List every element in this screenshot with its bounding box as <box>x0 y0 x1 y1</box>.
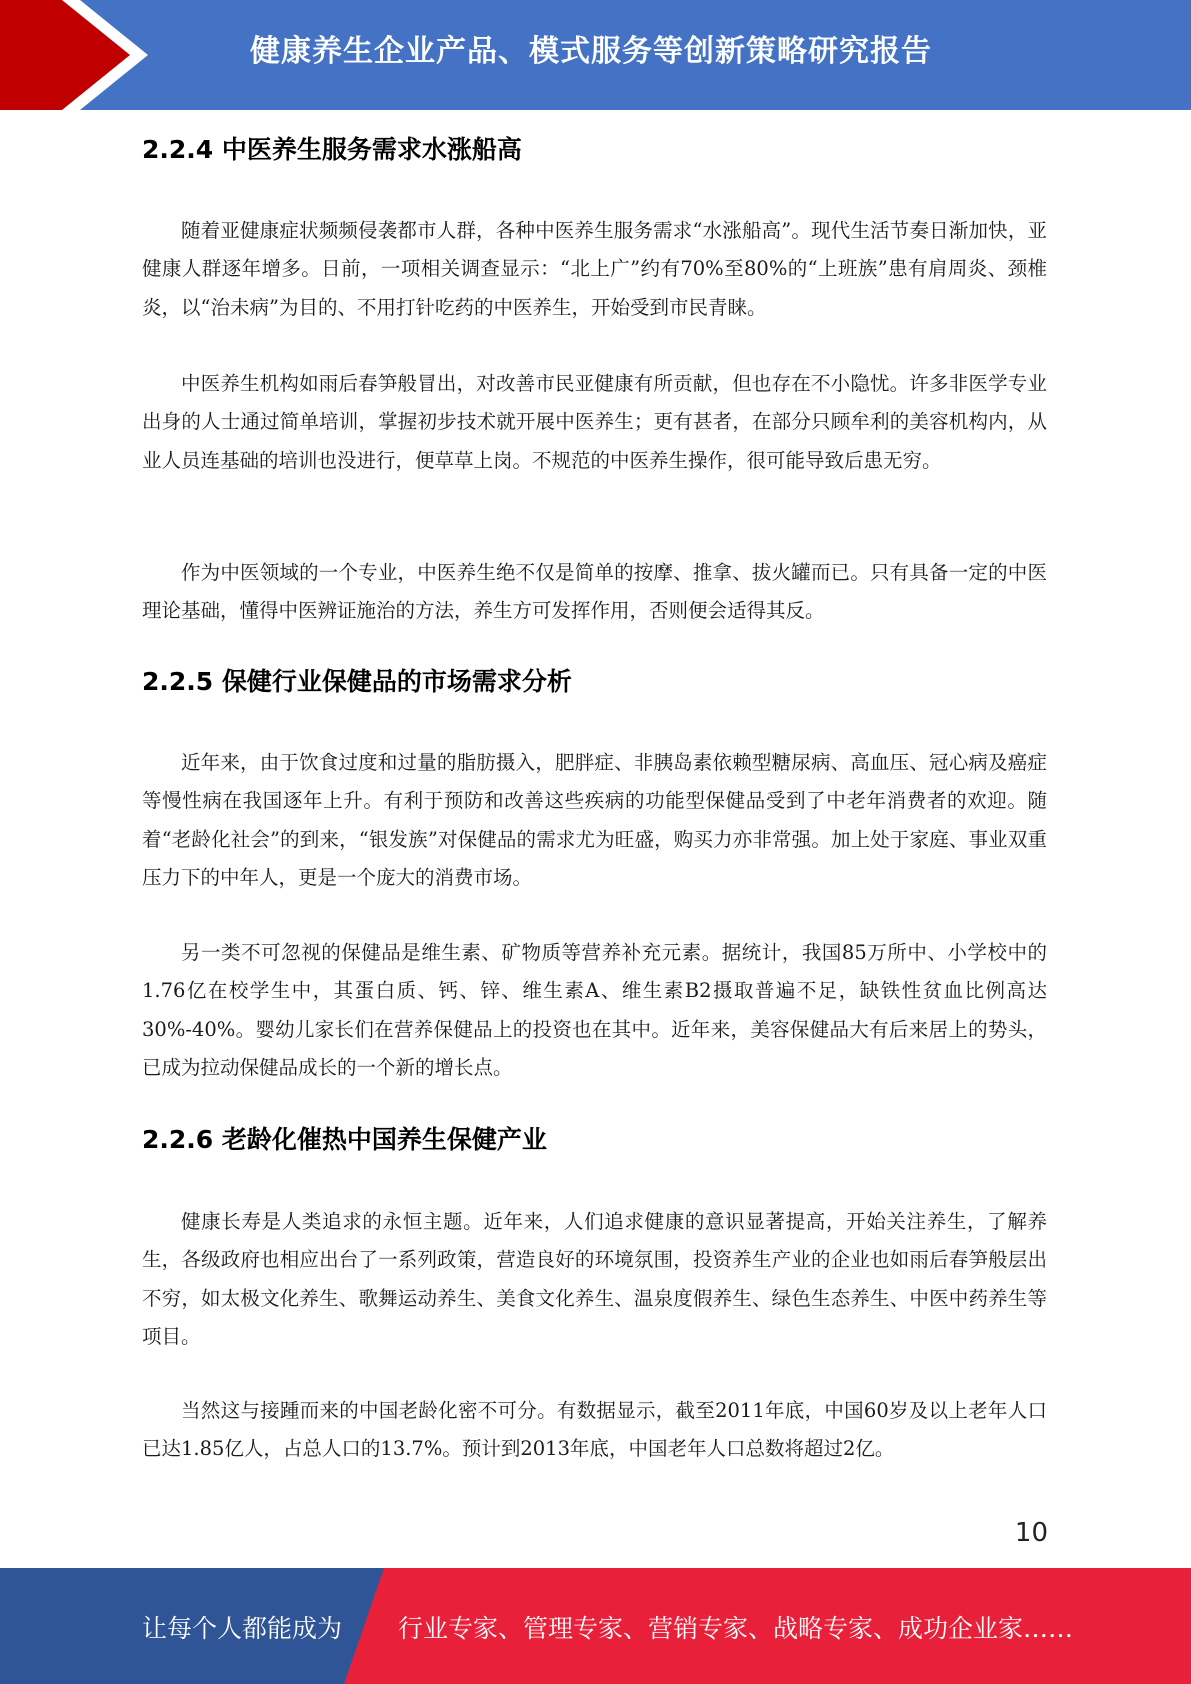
paragraph: 近年来，由于饮食过度和过量的脂肪摄入，肥胖症、非胰岛素依赖型糖尿病、高血压、冠心病及癌症等慢性病在我国逐年上升。有利于预防和改善这些疾病的功能型保健品受到了中老年消费者的欢迎。随着“老龄化社会”的到来，“银发族”对保健品的需求尤为旺盛，购买力亦非常强。加上处于家庭、事业双重压力下的中年人，更是一个庞大的消费市场。 <box>142 751 1047 889</box>
page-header <box>0 0 1191 110</box>
paragraph: 健康长寿是人类追求的永恒主题。近年来，人们追求健康的意识显著提高，开始关注养生，了解养生，各级政府也相应出台了一系列政策，营造良好的环境氛围，投资养生产业的企业也如雨后春笋般层出不穷，如太极文化养生、歌舞运动养生、美食文化养生、温泉度假养生、绿色生态养生、中医中药养生等项目。 <box>142 1210 1047 1348</box>
section-heading-2-2-4: 2.2.4 中医养生服务需求水涨船高 <box>142 135 522 164</box>
report-title: 健康养生企业产品、模式服务等创新策略研究报告 <box>250 34 932 69</box>
section-heading-2-2-6: 2.2.6 老龄化催热中国养生保健产业 <box>142 1125 547 1154</box>
footer-slogan-left: 让每个人都能成为 <box>142 1614 343 1643</box>
page-footer <box>0 1568 1191 1684</box>
paragraph: 随着亚健康症状频频侵袭都市人群，各种中医养生服务需求“水涨船高”。现代生活节奏日渐加快，亚健康人群逐年增多。日前，一项相关调查显示：“北上广”约有70%至80%的“上班族”患有肩周炎、颈椎炎，以“治未病”为目的、不用打针吃药的中医养生，开始受到市民青睐。 <box>142 219 1047 319</box>
paragraph: 当然这与接踵而来的中国老龄化密不可分。有数据显示，截至2011年底，中国60岁及以上老年人口已达1.85亿人，占总人口的13.7%。预计到2013年底，中国老年人口总数将超过2亿。 <box>142 1399 1047 1461</box>
section-heading-2-2-5: 2.2.5 保健行业保健品的市场需求分析 <box>142 667 572 696</box>
footer-slogan-right: 行业专家、管理专家、营销专家、战略专家、成功企业家…… <box>398 1614 1074 1643</box>
paragraph: 作为中医领域的一个专业，中医养生绝不仅是简单的按摩、推拿、拔火罐而已。只有具备一定的中医理论基础，懂得中医辨证施治的方法，养生方可发挥作用，否则便会适得其反。 <box>142 561 1047 623</box>
paragraph: 中医养生机构如雨后春笋般冒出，对改善市民亚健康有所贡献，但也存在不小隐忧。许多非医学专业出身的人士通过简单培训，掌握初步技术就开展中医养生；更有甚者，在部分只顾牟利的美容机构内，从业人员连基础的培训也没进行，便草草上岗。不规范的中医养生操作，很可能导致后患无穷。 <box>142 372 1047 472</box>
paragraph: 另一类不可忽视的保健品是维生素、矿物质等营养补充元素。据统计，我国85万所中、小学校中的1.76亿在校学生中，其蛋白质、钙、锌、维生素A、维生素B2摄取普遍不足，缺铁性贫血比例高达30%-40%。婴幼儿家长们在营养保健品上的投资也在其中。近年来，美容保健品大有后来居上的势头，已成为拉动保健品成长的一个新的增长点。 <box>142 941 1047 1079</box>
page-number: 10 <box>1014 1518 1048 1548</box>
